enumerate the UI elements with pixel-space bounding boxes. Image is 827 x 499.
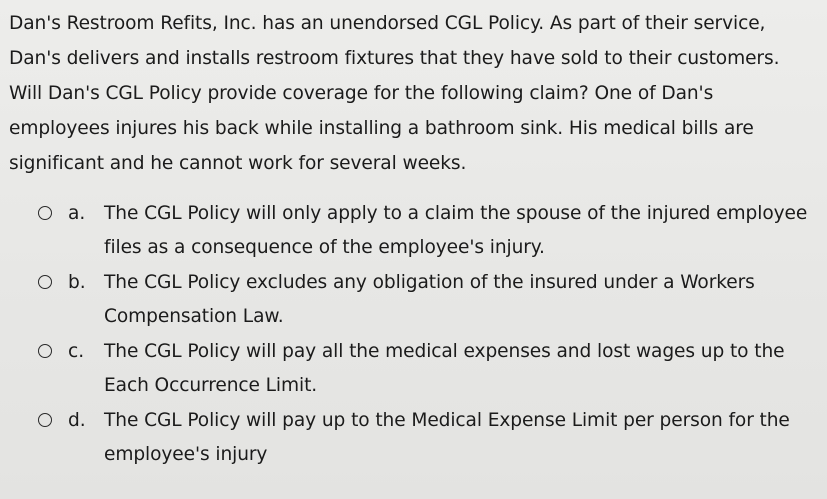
radio-button-c[interactable]	[38, 344, 52, 358]
option-letter-a: a.	[68, 203, 86, 224]
question-text: Dan's Restroom Refits, Inc. has an unendorsed CGL Policy. As part of their service, Dan's delivers and installs restroom fixtures that they have sold to their customers. Will Dan's CGL Policy provide coverage for the following claim? One of Dan's employees injures his back while installing a bathroom sink. His medical bills are significant and he cannot work for several weeks.	[9, 13, 780, 174]
answer-options	[9, 197, 813, 472]
option-letter-c: c.	[68, 341, 85, 362]
radio-button-d[interactable]	[38, 413, 52, 427]
option-letter-d: d.	[68, 410, 86, 431]
option-a[interactable]	[38, 197, 813, 265]
option-letter-b: b.	[68, 272, 86, 293]
option-d[interactable]	[38, 404, 813, 472]
radio-button-a[interactable]	[38, 206, 52, 220]
option-text-c: The CGL Policy will pay all the medical expenses and lost wages up to the Each Occurrence Limit.	[104, 341, 785, 396]
option-b[interactable]	[38, 266, 813, 334]
radio-button-b[interactable]	[38, 275, 52, 289]
option-text-d: The CGL Policy will pay up to the Medical Expense Limit per person for the employee's injury	[104, 410, 790, 465]
option-c[interactable]	[38, 335, 813, 403]
option-text-b: The CGL Policy excludes any obligation of the insured under a Workers Compensation Law.	[104, 272, 755, 327]
option-text-a: The CGL Policy will only apply to a claim the spouse of the injured employee files as a consequence of the employee's injury.	[104, 203, 808, 258]
